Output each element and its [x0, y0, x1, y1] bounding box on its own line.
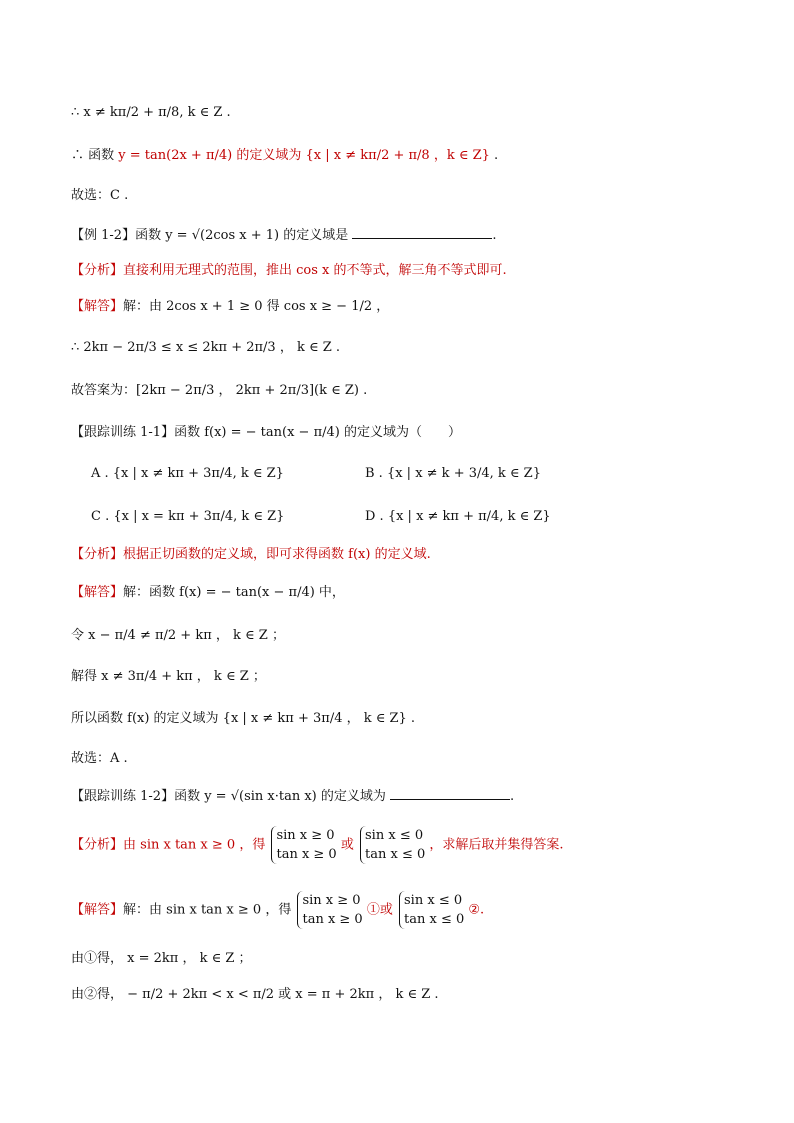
inequality-system-1	[271, 826, 336, 864]
sys-line: tan x ≥ 0	[302, 912, 363, 927]
track-1-1	[71, 424, 461, 442]
answer-text: 解：由 sin x tan x ≥ 0 ，得	[123, 902, 292, 918]
answer-label: 【解答】	[71, 902, 124, 918]
option-text: C . {x | x = kπ + 3π/4, k ∈ Z}	[91, 509, 285, 524]
text: ①或	[366, 902, 393, 918]
analysis-label: 【分析】	[71, 547, 124, 562]
text: .	[494, 148, 499, 163]
t2-step-1	[71, 950, 252, 968]
example-label: 【例 1-2】	[71, 228, 136, 243]
text: 的定义域为	[236, 148, 302, 163]
text: .	[492, 228, 497, 243]
track-text: 函数 y = √(sin x·tan x) 的定义域为	[174, 789, 386, 804]
track-1-2	[71, 787, 514, 806]
answer-blank	[390, 787, 510, 800]
example-1-2	[71, 226, 497, 245]
text: 解得 x ≠ 3π/4 + kπ ， k ∈ Z ；	[71, 669, 266, 684]
t1-step-1	[71, 627, 285, 645]
text: ∴ 函数	[71, 148, 115, 163]
text: 故选：A .	[71, 751, 128, 766]
domain-set: {x | x ≠ kπ/2 + π/8 ，k ∈ Z}	[305, 148, 490, 163]
option-d[interactable]	[365, 509, 551, 524]
t1-step-2	[71, 668, 266, 686]
option-text: B . {x | x ≠ k + 3/4, k ∈ Z}	[365, 466, 541, 481]
t1-step-4	[71, 750, 128, 768]
track-label: 【跟踪训练 1-1】	[71, 425, 175, 440]
inequality-system-2	[360, 826, 425, 864]
option-b[interactable]	[365, 466, 541, 481]
analysis-text: 直接利用无理式的范围，推出 cos x 的不等式，解三角不等式即可.	[123, 263, 507, 278]
text: ∴ 2kπ − 2π/3 ≤ x ≤ 2kπ + 2π/3 ， k ∈ Z .	[71, 340, 341, 355]
analysis-text: 由 sin x tan x ≥ 0 ，得	[123, 837, 266, 853]
text: 故答案为：[2kπ − 2π/3 ， 2kπ + 2π/3](k ∈ Z) .	[71, 383, 368, 398]
text: 由①得， x = 2kπ ， k ∈ Z ；	[71, 951, 252, 966]
sys-line: sin x ≥ 0	[276, 828, 335, 843]
text: ∴ x ≠ kπ/2 + π/8, k ∈ Z .	[71, 105, 231, 120]
analysis-t1	[71, 546, 431, 564]
text: 由②得， − π/2 + 2kπ < x < π/2 或 x = π + 2kπ ， k ∈ Z .	[71, 987, 439, 1002]
answer-text: 解：函数 f(x) = − tan(x − π/4) 中，	[123, 585, 345, 600]
text: .	[510, 789, 515, 804]
example-text: 函数 y = √(2cos x + 1) 的定义域是	[135, 228, 349, 243]
answer-t2	[71, 891, 484, 929]
inequality-system-1	[297, 891, 362, 929]
answer-1	[71, 298, 389, 316]
text: 所以函数 f(x) 的定义域为 {x | x ≠ kπ + 3π/4 ， k ∈ Z} .	[71, 711, 416, 726]
text: 或	[340, 837, 354, 853]
line-domain-result	[71, 147, 498, 165]
analysis-label: 【分析】	[71, 263, 124, 278]
track-label: 【跟踪训练 1-2】	[71, 789, 175, 804]
function-expr: y = tan(2x + π/4)	[118, 148, 233, 163]
sys-line: tan x ≤ 0	[365, 847, 426, 862]
answer-text: 解：由 2cos x + 1 ≥ 0 得 cos x ≥ − 1/2 ，	[123, 299, 390, 314]
option-a[interactable]	[91, 466, 284, 481]
t2-step-2	[71, 986, 439, 1004]
sys-line: sin x ≤ 0	[365, 828, 424, 843]
sys-line: tan x ≤ 0	[404, 912, 465, 927]
t1-step-3	[71, 710, 415, 728]
analysis-text: 根据正切函数的定义域，即可求得函数 f(x) 的定义域.	[123, 547, 431, 562]
text: 故选：C .	[71, 188, 129, 203]
answer-label: 【解答】	[71, 299, 124, 314]
track-text: 函数 f(x) = − tan(x − π/4) 的定义域为（ ）	[174, 425, 461, 440]
sys-line: tan x ≥ 0	[276, 847, 337, 862]
answer-t1	[71, 584, 345, 602]
option-c[interactable]	[91, 509, 284, 524]
step-2	[71, 382, 367, 400]
option-text: A . {x | x ≠ kπ + 3π/4, k ∈ Z}	[91, 466, 284, 481]
text: 令 x − π/4 ≠ π/2 + kπ ， k ∈ Z ；	[71, 628, 285, 643]
answer-blank	[352, 226, 492, 239]
sys-line: sin x ≥ 0	[302, 893, 361, 908]
analysis-text: ，求解后取并集得答案.	[429, 837, 564, 853]
sys-line: sin x ≤ 0	[404, 893, 463, 908]
step-1	[71, 339, 340, 357]
option-text: D . {x | x ≠ kπ + π/4, k ∈ Z}	[365, 509, 551, 524]
analysis-t2	[71, 826, 564, 864]
analysis-label: 【分析】	[71, 837, 124, 853]
line-domain-condition	[71, 104, 231, 122]
line-choice	[71, 187, 128, 205]
analysis-1	[71, 262, 507, 280]
text: ②.	[468, 902, 485, 918]
answer-label: 【解答】	[71, 585, 124, 600]
inequality-system-2	[399, 891, 464, 929]
